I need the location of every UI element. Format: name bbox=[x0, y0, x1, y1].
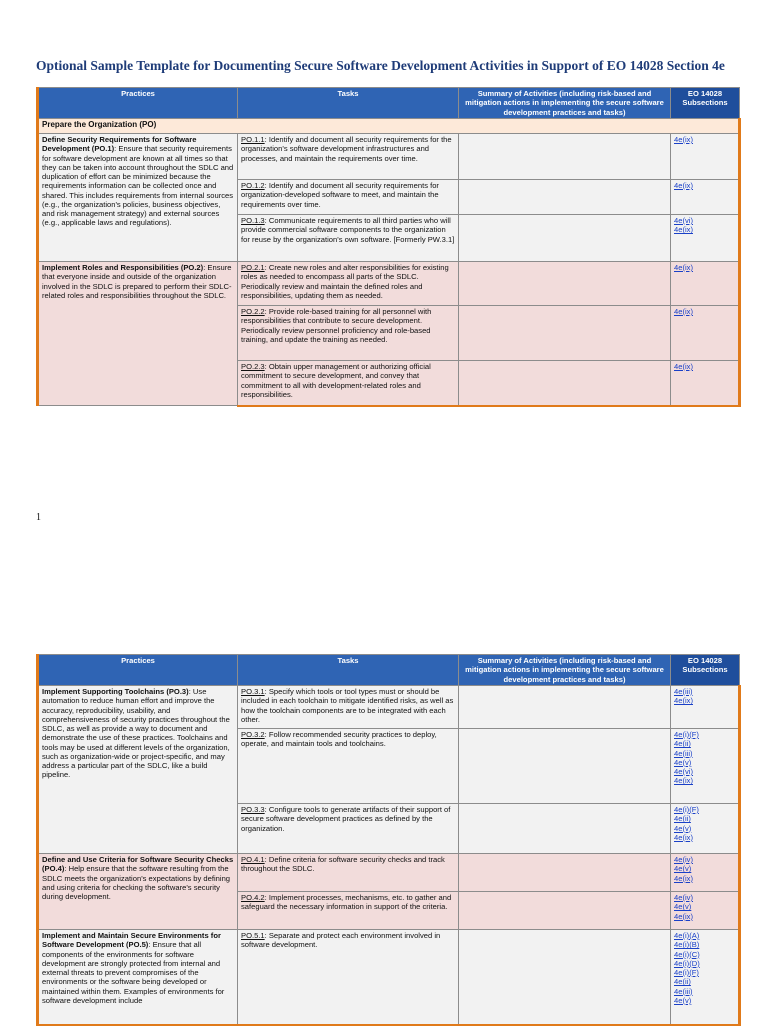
task-id: PO.3.3 bbox=[241, 805, 265, 814]
task-cell bbox=[238, 804, 459, 854]
eo-cell bbox=[671, 134, 740, 180]
table-row bbox=[38, 930, 740, 1025]
practices-header: Practices bbox=[38, 655, 238, 686]
eo-cell bbox=[671, 930, 740, 1025]
eo-subsection-link[interactable]: 4e(iii) bbox=[674, 748, 693, 758]
eo-subsection-link[interactable]: 4e(i)(A) bbox=[674, 931, 700, 940]
eo-subsection-link[interactable]: 4e(iv) bbox=[674, 893, 693, 902]
eo-cell bbox=[671, 215, 740, 262]
eo-subsection-link[interactable]: 4e(iii) bbox=[674, 687, 693, 696]
eo-subsection-link[interactable]: 4e(ii) bbox=[674, 814, 691, 824]
eo-subsection-link[interactable]: 4e(ix) bbox=[674, 135, 693, 144]
summary-cell[interactable] bbox=[459, 854, 671, 892]
task-cell bbox=[238, 729, 459, 804]
eo-subsection-link[interactable]: 4e(ix) bbox=[674, 776, 693, 786]
practice-name: Implement and Maintain Secure Environments for Software Development (PO.5) bbox=[42, 931, 221, 950]
eo-subsection-link[interactable]: 4e(i)(F) bbox=[674, 730, 699, 739]
eo-cell bbox=[671, 180, 740, 215]
table-row bbox=[38, 134, 740, 180]
table-row bbox=[38, 854, 740, 892]
task-text: : Implement processes, mechanisms, etc. to gather and safeguard the necessary information in support of the criteria. bbox=[241, 893, 452, 912]
table-row bbox=[38, 686, 740, 729]
eo-cell bbox=[671, 729, 740, 804]
table-row bbox=[38, 262, 740, 306]
task-id: PO.3.1 bbox=[241, 687, 265, 696]
eo-subsection-link[interactable]: 4e(v) bbox=[674, 902, 692, 912]
summary-cell[interactable] bbox=[459, 930, 671, 1025]
task-cell bbox=[238, 892, 459, 930]
eo-subsection-link[interactable]: 4e(ix) bbox=[674, 181, 693, 190]
eo-subsection-link[interactable]: 4e(ii) bbox=[674, 739, 691, 749]
group-heading-po: Prepare the Organization (PO) bbox=[38, 119, 740, 134]
summary-header: Summary of Activities (including risk-based and mitigation actions in implementing the secure software development practices and tasks) bbox=[459, 655, 671, 686]
summary-cell[interactable] bbox=[459, 729, 671, 804]
eo-subsections-header: EO 14028 Subsections bbox=[671, 655, 740, 686]
task-id: PO.5.1 bbox=[241, 931, 265, 940]
page-number: 1 bbox=[36, 512, 41, 523]
task-cell bbox=[238, 306, 459, 361]
eo-cell bbox=[671, 892, 740, 930]
task-text: : Define criteria for software security checks and track throughout the SDLC. bbox=[241, 855, 445, 874]
summary-cell[interactable] bbox=[459, 892, 671, 930]
practices-header: Practices bbox=[38, 88, 238, 119]
eo-subsection-link[interactable]: 4e(i)(B) bbox=[674, 940, 700, 950]
eo-subsection-link[interactable]: 4e(v) bbox=[674, 823, 692, 833]
practice-description: : Help ensure that the software resulting from the SDLC meets the organization's expectations by defining and using criteria for checking the software's security during development. bbox=[42, 864, 231, 901]
requirements-table-1 bbox=[36, 87, 741, 407]
eo-cell bbox=[671, 686, 740, 729]
summary-header: Summary of Activities (including risk-based and mitigation actions in implementing the secure software development practices and tasks) bbox=[459, 88, 671, 119]
practice-description: : Ensure that security requirements for software development are known at all times so that they can be taken into account throughout the SDLC and duplication of effort can be minimized because the requirements information can be collected once and shared. This includes requirements from internal sources (e.g., the organization's policies, business objectives, and risk management strategy) and external sources (e.g., applicable laws and regulations). bbox=[42, 144, 234, 228]
task-id: PO.3.2 bbox=[241, 730, 265, 739]
practice-po2 bbox=[38, 262, 238, 406]
practice-description: : Ensure that all components of the environments for software development are strongly protected from internal and external threats to prevent compromises of the environments or the software being developed or maintained within them. Examples of environments for software development include bbox=[42, 940, 225, 1005]
task-cell bbox=[238, 854, 459, 892]
eo-subsection-link[interactable]: 4e(ix) bbox=[674, 307, 693, 316]
task-cell bbox=[238, 930, 459, 1025]
task-text: : Follow recommended security practices to deploy, operate, and maintain tools and toolchains. bbox=[241, 730, 437, 749]
eo-subsection-link[interactable]: 4e(ix) bbox=[674, 832, 693, 842]
summary-cell[interactable] bbox=[459, 180, 671, 215]
task-id: PO.2.3 bbox=[241, 362, 265, 371]
practice-po1 bbox=[38, 134, 238, 262]
eo-subsection-link[interactable]: 4e(ix) bbox=[674, 873, 693, 883]
practice-po3 bbox=[38, 686, 238, 854]
practice-po4 bbox=[38, 854, 238, 930]
practice-description: : Use automation to reduce human effort and improve the accuracy, reproducibility, usability, and comprehensiveness of security practices throughout the SDLC, as well as provide a way to document and demonstrate the use of these practices. Toolchains and tools may be used at different levels of the organization, such as organization-wide or project-specific, and may address a particular part of the SDLC, like a build pipeline. bbox=[42, 687, 230, 780]
practice-name: Implement Roles and Responsibilities (PO.2) bbox=[42, 263, 204, 272]
practice-name: Implement Supporting Toolchains (PO.3) bbox=[42, 687, 189, 696]
summary-cell[interactable] bbox=[459, 215, 671, 262]
eo-subsection-link[interactable]: 4e(ix) bbox=[674, 696, 693, 706]
summary-cell[interactable] bbox=[459, 306, 671, 361]
practice-description: : Ensure that everyone inside and outside of the organization involved in the SDLC is prepared to perform their SDLC-related roles and responsibilities throughout the SDLC. bbox=[42, 263, 232, 300]
task-cell bbox=[238, 215, 459, 262]
task-id: PO.1.1 bbox=[241, 135, 265, 144]
practice-name: Define and Use Criteria for Software Security Checks (PO.4) bbox=[42, 855, 234, 874]
document-title: Optional Sample Template for Documenting Secure Software Development Activities in Support of EO 14028 Section 4e bbox=[36, 58, 725, 73]
eo-cell bbox=[671, 306, 740, 361]
task-cell bbox=[238, 262, 459, 306]
task-text: : Identify and document all security requirements for organization-developed software to meet, and maintain the requirements over time. bbox=[241, 181, 439, 209]
summary-cell[interactable] bbox=[459, 134, 671, 180]
eo-subsection-link[interactable]: 4e(v) bbox=[674, 864, 692, 874]
eo-subsection-link[interactable]: 4e(ix) bbox=[674, 263, 693, 272]
requirements-table-2 bbox=[36, 654, 741, 1026]
eo-subsection-link[interactable]: 4e(iii) bbox=[674, 986, 693, 996]
task-id: PO.4.1 bbox=[241, 855, 265, 864]
eo-cell bbox=[671, 361, 740, 406]
eo-subsections-header: EO 14028 Subsections bbox=[671, 88, 740, 119]
eo-subsection-link[interactable]: 4e(ix) bbox=[674, 911, 693, 921]
task-id: PO.2.2 bbox=[241, 307, 265, 316]
task-id: PO.4.2 bbox=[241, 893, 265, 902]
eo-subsection-link[interactable]: 4e(vi) bbox=[674, 767, 693, 776]
task-text: : Separate and protect each environment involved in software development. bbox=[241, 931, 441, 950]
task-text: : Identify and document all security requirements for the organization's software development infrastructures and processes, and maintain the requirements over time. bbox=[241, 135, 452, 163]
task-text: : Specify which tools or tool types must or should be included in each toolchain to mitigate identified risks, as well as how the toolchain components are to be integrated with each other. bbox=[241, 687, 454, 724]
eo-subsection-link[interactable]: 4e(v) bbox=[674, 757, 692, 767]
practice-po5 bbox=[38, 930, 238, 1025]
tasks-header: Tasks bbox=[238, 88, 459, 119]
practice-name: Define Security Requirements for Software Development (PO.1) bbox=[42, 135, 197, 154]
summary-cell[interactable] bbox=[459, 804, 671, 854]
eo-subsection-link[interactable]: 4e(i)(D) bbox=[674, 958, 700, 968]
task-id: PO.1.3 bbox=[241, 216, 265, 225]
task-cell bbox=[238, 361, 459, 406]
eo-cell bbox=[671, 804, 740, 854]
task-cell bbox=[238, 134, 459, 180]
summary-cell[interactable] bbox=[459, 361, 671, 406]
task-id: PO.2.1 bbox=[241, 263, 265, 272]
summary-cell[interactable] bbox=[459, 686, 671, 729]
task-id: PO.1.2 bbox=[241, 181, 265, 190]
eo-subsection-link[interactable]: 4e(i)(F) bbox=[674, 968, 699, 977]
eo-subsection-link[interactable]: 4e(v) bbox=[674, 995, 692, 1005]
eo-cell bbox=[671, 854, 740, 892]
tasks-header: Tasks bbox=[238, 655, 459, 686]
task-text: : Provide role-based training for all personnel with responsibilities that contribute to secure development. Periodically review personnel proficiency and role-based training, and update the training as needed. bbox=[241, 307, 432, 344]
eo-subsection-link[interactable]: 4e(ix) bbox=[674, 362, 693, 371]
eo-subsection-link[interactable]: 4e(ii) bbox=[674, 977, 691, 987]
task-text: : Create new roles and alter responsibilities for existing roles as needed to encompass all parts of the SDLC. Periodically review and maintain the defined roles and responsibilities, updating them as needed. bbox=[241, 263, 449, 300]
eo-subsection-link[interactable]: 4e(ix) bbox=[674, 225, 693, 235]
task-text: : Communicate requirements to all third parties who will provide commercial software components to the organization for reuse by the organization's own software. [Formerly PW.3.1] bbox=[241, 216, 455, 244]
eo-subsection-link[interactable]: 4e(i)(C) bbox=[674, 949, 700, 959]
eo-subsection-link[interactable]: 4e(i)(F) bbox=[674, 805, 699, 814]
eo-subsection-link[interactable]: 4e(vi) bbox=[674, 216, 693, 225]
task-text: : Obtain upper management or authorizing official commitment to secure development, and convey that commitment to all with development-related roles and responsibilities. bbox=[241, 362, 431, 399]
eo-cell bbox=[671, 262, 740, 306]
task-cell bbox=[238, 180, 459, 215]
eo-subsection-link[interactable]: 4e(iv) bbox=[674, 855, 693, 864]
summary-cell[interactable] bbox=[459, 262, 671, 306]
task-text: : Configure tools to generate artifacts of their support of secure software development practices as defined by the organization. bbox=[241, 805, 451, 833]
task-cell bbox=[238, 686, 459, 729]
